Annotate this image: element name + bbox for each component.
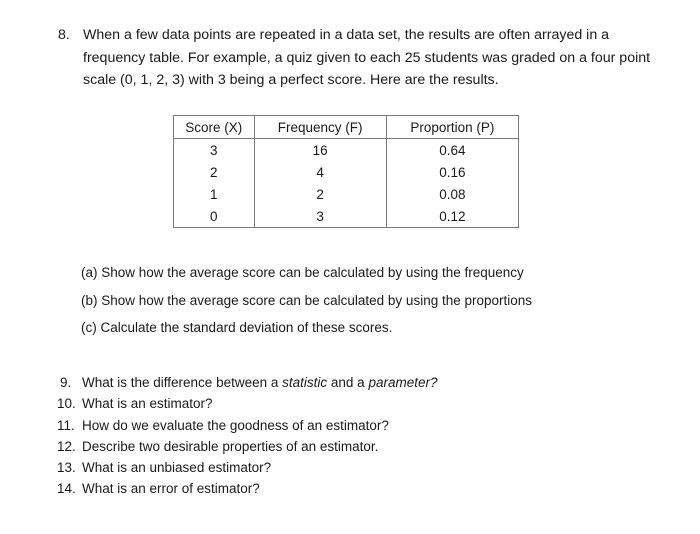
cell-frequency: 2 <box>254 183 386 205</box>
question-number: 12. <box>57 438 76 454</box>
cell-proportion: 0.08 <box>439 186 466 202</box>
question-number: 11. <box>57 417 75 433</box>
cell-score: 2 <box>174 161 255 183</box>
table-row <box>174 205 519 228</box>
term-statistic: statistic <box>282 375 328 390</box>
cell-score: 0 <box>174 205 255 228</box>
question-14 <box>57 478 437 499</box>
question-text: What is an error of estimator? <box>82 481 260 497</box>
subquestions <box>81 262 532 345</box>
header-proportion: Proportion (P) <box>386 116 518 139</box>
question-13 <box>57 457 437 478</box>
question-9-text-mid: and a <box>327 375 369 390</box>
question-9 <box>57 372 437 393</box>
table-header-row <box>174 116 519 139</box>
subquestion-b: (b) Show how the average score can be calculated by using the proportions <box>81 292 533 308</box>
table-row <box>174 161 519 183</box>
table-row <box>174 139 519 162</box>
question-number: 10. <box>57 396 76 412</box>
question-8-text <box>83 24 658 92</box>
question-number: 8. <box>58 27 70 43</box>
subquestion-c: (c) Calculate the standard deviation of these scores. <box>81 320 393 335</box>
question-number: 14. <box>57 481 76 497</box>
question-8-line: When a few data points are repeated in a data set, the results are often arrayed in a <box>83 27 610 43</box>
question-text: Describe two desirable properties of an estimator. <box>82 438 379 454</box>
question-9-text-pre: What is the difference between a <box>82 375 283 390</box>
term-parameter: parameter? <box>368 375 438 390</box>
frequency-table <box>173 115 519 228</box>
question-number: 13. <box>57 460 76 476</box>
question-10 <box>57 393 437 414</box>
cell-frequency: 3 <box>254 205 386 228</box>
question-number: 9. <box>60 375 72 390</box>
question-8 <box>58 24 658 92</box>
subquestion-a: (a) Show how the average score can be calculated by using the frequency <box>81 265 524 280</box>
question-8-line: frequency table. For example, a quiz given to each 25 students was graded on a four point <box>83 49 651 66</box>
question-12 <box>57 436 437 457</box>
cell-proportion: 0.12 <box>439 208 466 224</box>
table-row <box>174 183 519 205</box>
header-score: Score (X) <box>174 116 255 139</box>
question-text: What is an estimator? <box>82 396 213 412</box>
cell-score: 1 <box>174 183 255 205</box>
cell-score: 3 <box>174 139 255 162</box>
cell-proportion: 0.16 <box>439 164 466 180</box>
question-list <box>57 372 437 500</box>
cell-proportion: 0.64 <box>439 142 466 158</box>
cell-frequency: 4 <box>254 161 386 183</box>
cell-frequency: 16 <box>254 139 386 162</box>
question-text: How do we evaluate the goodness of an estimator? <box>82 417 389 433</box>
question-11 <box>57 415 437 436</box>
question-8-line: scale (0, 1, 2, 3) with 3 being a perfect score. Here are the results. <box>83 72 499 88</box>
question-text: What is an unbiased estimator? <box>82 460 272 476</box>
header-frequency: Frequency (F) <box>254 116 386 139</box>
